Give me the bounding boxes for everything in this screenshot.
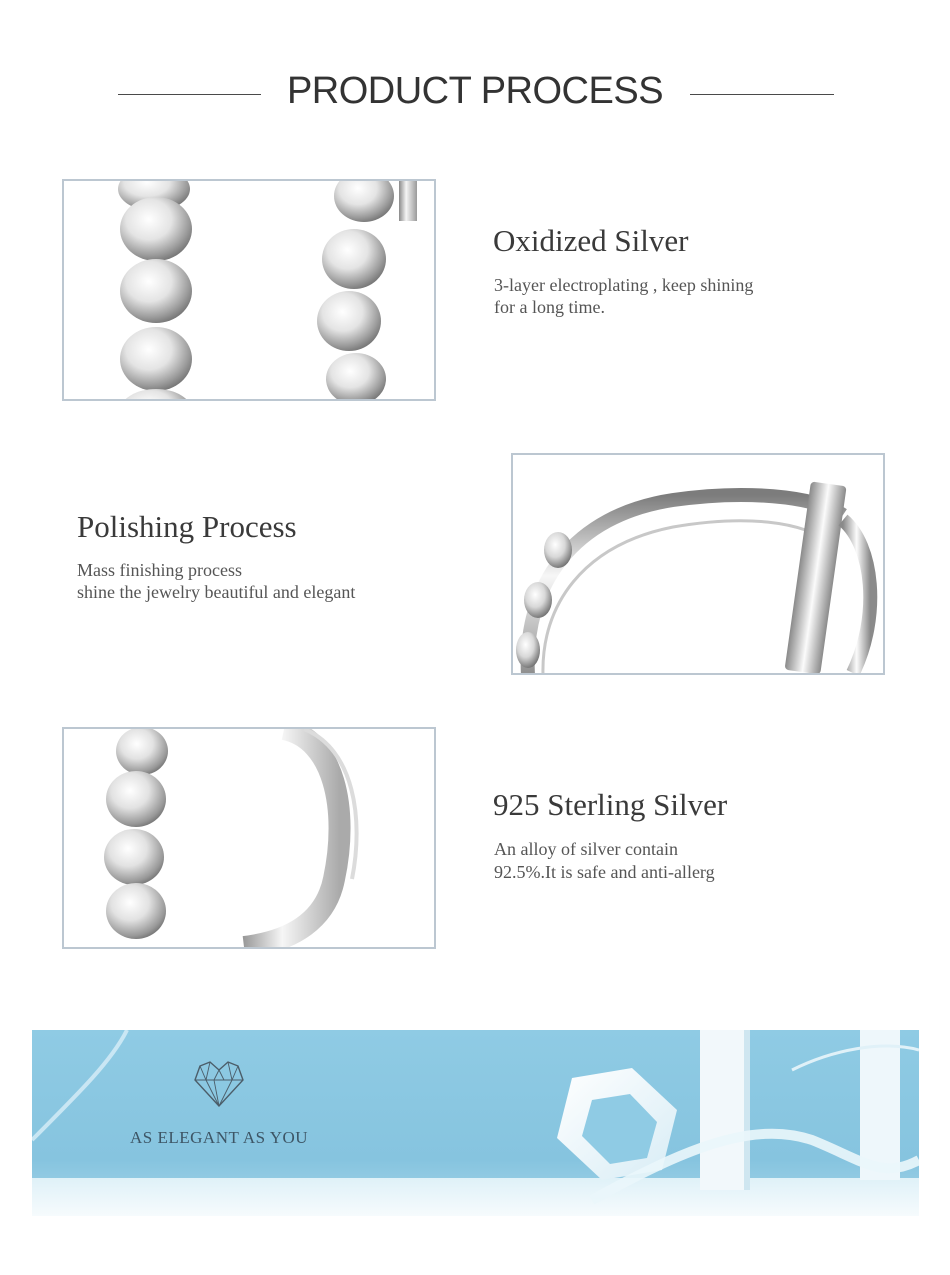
brand-banner [32,1030,919,1216]
header-line-right [690,94,834,95]
feature-desc-line: Mass finishing process [77,560,242,580]
feature-title-polishing-process: Polishing Process [77,509,297,544]
feature-desc-line: for a long time. [494,297,605,317]
page-title: PRODUCT PROCESS [286,70,664,112]
feature-title-sterling-silver: 925 Sterling Silver [493,787,728,822]
feature-desc-line: An alloy of silver contain [494,839,678,859]
feature-title-oxidized-silver: Oxidized Silver [493,223,689,258]
oxidized-silver-image [62,179,436,401]
sterling-silver-image [62,727,436,949]
feature-desc-line: 3-layer electroplating , keep shining [494,275,754,295]
feature-desc-line: 92.5%.It is safe and anti-allerg [494,862,715,882]
heart-diamond-icon [192,1060,246,1108]
brand-tagline: AS ELEGANT AS YOU [130,1128,309,1147]
polishing-process-image [511,453,885,675]
feature-desc-line: shine the jewelry beautiful and elegant [77,582,356,602]
